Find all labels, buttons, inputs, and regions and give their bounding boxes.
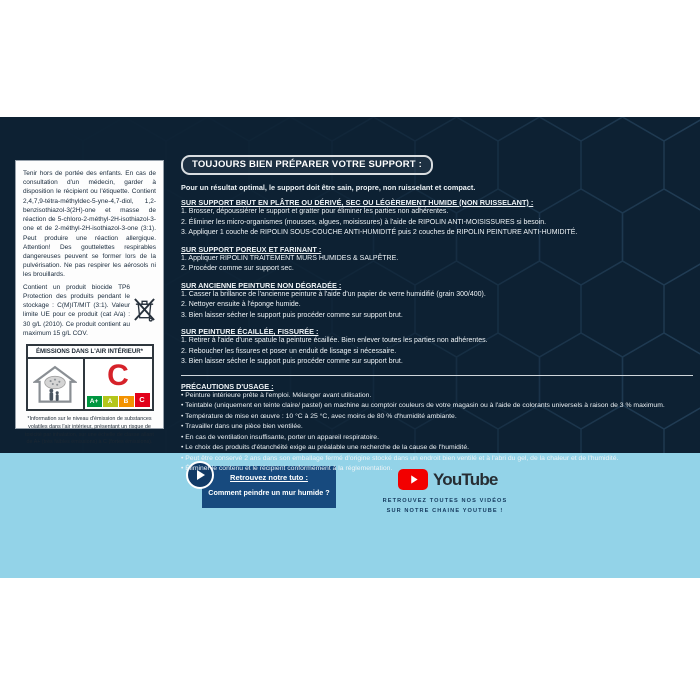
section-item: 1. Retirer à l'aide d'une spatule la peinture écaillée. Bien enlever toutes les parties non adhérentes.	[181, 337, 488, 344]
section-item: 3. Bien laisser sécher le support puis procéder comme sur support brut.	[181, 311, 403, 319]
precaution-item: • Peinture intérieure prête à l'emploi. Mélanger avant utilisation.	[181, 391, 372, 399]
indoor-emissions-house-icon	[28, 359, 85, 409]
scale-c: C	[135, 393, 150, 407]
section-item: 2. Éliminer les micro-organismes (mousses, algues, moisissures) à l'aide de RIPOLIN ANTI-MOISISSURES si besoin.	[181, 218, 547, 226]
section-item: 1. Appliquer RIPOLIN TRAITEMENT MURS HUMIDES & SALPÊTRE.	[181, 254, 399, 262]
safety-warning-text: Tenir hors de portée des enfants. En cas de consultation d'un médecin, garder à disposition le récipient ou l'étiquette. Contient 2,4,7,9-tétra-méthyldec-5-yne-4,7-diol, 1,2-benzisothiazol-3(2H)-one et masse de réaction de 5-chloro-2-méthyl-2H-isothiazol-3-one et de 2-méthyl-2H-isothiazol-3-one (3:1). Peut produire une réaction allergique. Attention! Des gouttelettes respirables dangereuses peuvent se former lors de la pulvérisation. Ne pas respirer les aérosols ni les brouillards.	[23, 170, 156, 279]
section-title: SUR SUPPORT BRUT EN PLÂTRE OU DÉRIVÉ, SEC OU LÉGÈREMENT HUMIDE (NON RUISSELANT) :	[181, 198, 534, 207]
precaution-item: • Travailler dans une pièce bien ventilée.	[181, 423, 303, 431]
youtube-tagline-line2: SUR NOTRE CHAINE YOUTUBE !	[386, 507, 504, 514]
regulatory-label-card	[15, 160, 164, 446]
indoor-emissions-badge	[26, 344, 154, 411]
precaution-item: • Le choix des produits d'étanchéité exige au préalable une recherche de la cause de l'humidité.	[181, 444, 469, 452]
scale-b: B	[119, 396, 134, 407]
youtube-tagline	[355, 497, 535, 516]
section-title: SUR ANCIENNE PEINTURE NON DÉGRADÉE :	[181, 280, 342, 290]
scale-a-plus: A+	[87, 396, 102, 407]
section-title: SUR PEINTURE ÉCAILLÉE, FISSURÉE :	[181, 327, 319, 336]
section-item: 1. Casser la brillance de l'ancienne peinture à l'aide d'un papier de verre humidifié (grain 300/400).	[181, 290, 486, 298]
emissions-grade-letter: C	[107, 358, 129, 392]
emissions-scale	[87, 393, 150, 407]
youtube-wordmark: YouTube	[433, 469, 498, 489]
section-badge-title: TOUJOURS BIEN PRÉPARER VOTRE SUPPORT :	[181, 155, 433, 175]
section-item: 3. Appliquer 1 couche de RIPOLIN SOUS-COUCHE ANTI-HUMIDITÉ puis 2 couches de RIPOLIN PEINTURE ANTI-HUMIDITÉ.	[181, 229, 578, 236]
section-divider	[181, 375, 693, 376]
crossed-out-bin-icon	[133, 297, 156, 325]
biocide-paragraph	[23, 283, 156, 338]
biocide-text: Contient un produit biocide TP6 Protection des produits pendant le stockage : C(M)IT/MIT (3:1). Valeur limite UE pour ce produit (cat A/a) : 30 g/L (2010). Ce produit contient au maximum 15 g/L COV.	[23, 283, 130, 337]
section-item: 3. Bien laisser sécher le support puis procéder comme sur support brut.	[181, 358, 403, 365]
scale-a: A	[103, 396, 118, 407]
tutorial-button-question: Comment peindre un mur humide ?	[208, 488, 330, 497]
tutorial-button-label: Retrouvez notre tuto :	[230, 473, 308, 482]
intro-line: Pour un résultat optimal, le support doit être sain, propre, non ruisselant et compact.	[181, 183, 476, 192]
section-item: 2. Reboucher les fissures et poser un enduit de lissage si nécessaire.	[181, 347, 397, 355]
precautions-title: PRÉCAUTIONS D'USAGE :	[181, 381, 274, 391]
emissions-title: ÉMISSIONS DANS L'AIR INTÉRIEUR*	[28, 346, 152, 359]
precaution-item: • Peut être conservé 2 ans dans son emballage fermé d'origine stocké dans un endroit bien ventilé et à l'abri du gel, de la chaleur et de l'humidité.	[181, 454, 619, 462]
section-title: SUR SUPPORT POREUX ET FARINANT :	[181, 244, 322, 254]
section-item: 1. Brosser, dépoussiérer le support et gratter pour éliminer les parties non adhérentes.	[181, 208, 449, 215]
precaution-item: • Température de mise en œuvre : 10 °C à 25 °C, avec moins de 80 % d'humidité ambiante.	[181, 412, 457, 420]
emissions-footnote: *Information sur le niveau d'émission de substances volatiles dans l'air intérieur, présentant un risque de toxicité par inhalation, sur une échelle de classe allant de A+ (très faibles émissions) à C (fortes émissions).	[25, 415, 154, 446]
precaution-item: • En cas de ventilation insuffisante, porter un appareil respiratoire.	[181, 433, 379, 441]
youtube-tagline-line1: RETROUVEZ TOUTES NOS VIDÉOS	[382, 498, 508, 504]
instructions-content	[181, 154, 693, 475]
section-item: 2. Nettoyer ensuite à l'éponge humide.	[181, 301, 301, 308]
section-item: 2. Procéder comme sur support sec.	[181, 265, 294, 272]
precaution-item: • Éliminer le contenu et le récipient conformément à la réglementation.	[181, 465, 393, 473]
precaution-item: • Teintable (uniquement en teinte claire/ pastel) en machine au comptoir couleurs de votre magasin ou à l'aide de colorants universels à raison de 3 % maximum.	[181, 402, 665, 410]
